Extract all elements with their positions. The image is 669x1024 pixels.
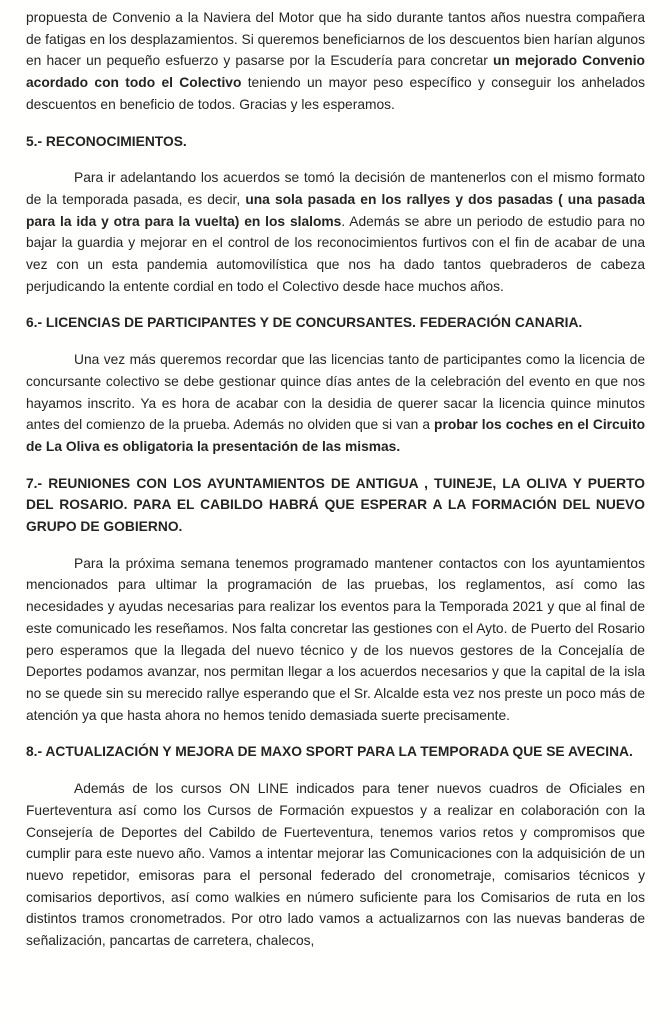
text-run: . Además se abre un periodo de estudio para no bajar la guardia y mejorar en el control de los reconocimientos furtivos con el fin de acabar de una vez con un esta pandemia automovilística que nos ha dado tantos quebraderos de cabeza perjudicando la entente cordial en todo el Colectivo desde hace muchos años. <box>26 213 645 294</box>
section-heading <box>26 131 645 153</box>
bold-text-run: 7.- REUNIONES CON LOS AYUNTAMIENTOS DE ANTIGUA , TUINEJE, LA OLIVA Y PUERTO DEL ROSARIO. PARA EL CABILDO HABRÁ QUE ESPERAR A LA FORMACIÓN DEL NUEVO GRUPO DE GOBIERNO. <box>26 475 645 535</box>
text-run: Además de los cursos ON LINE indicados para tener nuevos cuadros de Oficiales en Fuerteventura así como los Cursos de Formación expuestos y a realizar en colaboración con la Consejería de Deportes del Cabildo de Fuerteventura, tenemos varios retos y compromisos que cumplir para este nuevo año. Vamos a intentar mejorar las Comunicaciones con la adquisición de un nuevo repetidor, emisoras para el personal federado del cronometraje, comisarios técnicos y comisarios deportivos, así como walkies en número suficiente para los Comisarios de ruta en los distintos tramos cronometrados. Por otro lado vamos a actualizarnos con las nuevas banderas de señalización, pancartas de carretera, chalecos, <box>26 781 645 949</box>
text-run: Para ir adelantando los acuerdos se tomó la decisión de mantenerlos con el mismo formato de la temporada pasada, es decir, <box>26 170 645 207</box>
document-body <box>26 7 645 952</box>
bold-text-run: probar los coches en el Circuito de La Oliva es obligatoria la presentación de las mismas. <box>26 417 646 454</box>
body-paragraph <box>26 778 645 952</box>
body-paragraph <box>26 553 645 727</box>
bold-text-run: una sola pasada en los rallyes y dos pasadas ( una pasada para la ida y otra para la vuelta) en los slaloms <box>26 191 645 229</box>
bold-text-run: 5.- RECONOCIMIENTOS. <box>26 133 187 149</box>
body-paragraph <box>26 7 645 116</box>
text-run: Para la próxima semana tenemos programado mantener contactos con los ayuntamientos mencionados para ultimar la programación de las pruebas, los reglamentos, así como las necesidades y ayudas necesarias para realizar los eventos para la Temporada 2021 y que al final de este comunicado les reseñamos. Nos falta concretar las gestiones con el Ayto. de Puerto del Rosario pero esperamos que la llegada del nuevo técnico y de los nuevos gestores de la Concejalía de Deportes podamos avanzar, nos permitan llegar a los acuerdos necesarios y que la capital de la isla no se quede sin su merecido rallye esperando que el Sr. Alcalde esta vez nos preste un poco más de atención ya que hasta ahora no hemos tenido demasiada suerte precisamente. <box>26 555 645 723</box>
bold-text-run: un mejorado Convenio acordado con todo el Colectivo <box>26 53 645 91</box>
body-paragraph <box>26 167 645 297</box>
text-run: Una vez más queremos recordar que las licencias tanto de participantes como la licencia de concursante colectivo se debe gestionar quince días antes de la celebración del evento en que nos hayamos inscrito. Ya es hora de acabar con la desidia de querer sacar la licencia quince minutos antes del comienzo de la prueba. Además no olviden que si van a <box>26 352 645 433</box>
text-run: teniendo un mayor peso específico y conseguir los anhelados descuentos en beneficio de todos. Gracias y les esperamos. <box>26 75 645 112</box>
section-heading <box>26 312 645 334</box>
section-heading <box>26 473 645 538</box>
bold-text-run: 8.- ACTUALIZACIÓN Y MEJORA DE MAXO SPORT PARA LA TEMPORADA QUE SE AVECINA. <box>26 744 633 760</box>
text-run: propuesta de Convenio a la Naviera del Motor que ha sido durante tantos años nuestra compañera de fatigas en los desplazamientos. Si queremos beneficiarnos de los descuentos bien harían algunos en hacer un pequeño esfuerzo y pasarse por la Escudería para concretar <box>26 10 645 69</box>
body-paragraph <box>26 349 645 458</box>
bold-text-run: 6.- LICENCIAS DE PARTICIPANTES Y DE CONCURSANTES. FEDERACIÓN CANARIA. <box>26 315 583 331</box>
section-heading <box>26 741 645 763</box>
